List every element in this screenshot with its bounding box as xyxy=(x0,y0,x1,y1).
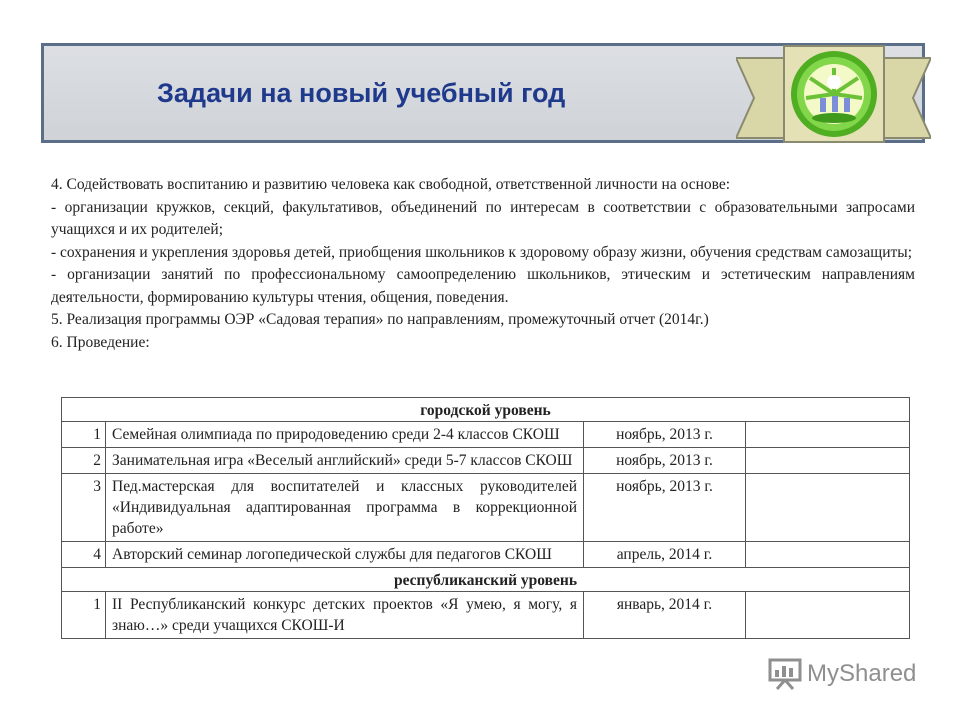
table-row xyxy=(62,448,910,474)
row-note xyxy=(746,474,910,542)
watermark-text: MyShared xyxy=(807,660,917,687)
row-number: 4 xyxy=(62,542,106,568)
row-note xyxy=(746,592,910,639)
presentation-icon xyxy=(767,658,803,690)
row-number: 2 xyxy=(62,448,106,474)
table-row xyxy=(62,542,910,568)
task-5: 5. Реализация программы ОЭР «Садовая терапия» по направлениям, промежуточный отчет (2014г.) xyxy=(51,311,709,328)
row-number: 1 xyxy=(62,592,106,639)
row-number: 1 xyxy=(62,422,106,448)
row-description: Занимательная игра «Веселый английский» среди 5-7 классов СКОШ xyxy=(106,448,584,474)
row-date: ноябрь, 2013 г. xyxy=(584,474,746,542)
row-description: II Республиканский конкурс детских проектов «Я умею, я могу, я знаю…» среди учащихся СКОШ-И xyxy=(106,592,584,639)
row-date: ноябрь, 2013 г. xyxy=(584,422,746,448)
row-date: ноябрь, 2013 г. xyxy=(584,448,746,474)
task-4-item-career: - организации занятий по профессиональному самоопределению школьников, этическим и эстетическим направлениям деятельности, формированию культуры чтения, общения, поведения. xyxy=(51,266,915,306)
row-description: Пед.мастерская для воспитателей и классных руководителей «Индивидуальная адаптированная программа в коррекционной работе» xyxy=(106,474,584,542)
table-section-republic xyxy=(62,568,910,592)
emblem-ribbon-icon xyxy=(736,38,931,148)
section-label: республиканский уровень xyxy=(62,568,910,592)
tasks-text xyxy=(51,174,915,354)
task-4-item-clubs: - организации кружков, секций, факультативов, объединений по интересам в соответствии с образовательными запросами учащихся и их родителей; xyxy=(51,198,915,238)
table-row xyxy=(62,474,910,542)
page-title: Задачи на новый учебный год xyxy=(157,78,566,108)
row-description: Семейная олимпиада по природоведению среди 2-4 классов СКОШ xyxy=(106,422,584,448)
row-number: 3 xyxy=(62,474,106,542)
row-note xyxy=(746,542,910,568)
row-note xyxy=(746,422,910,448)
table-row xyxy=(62,422,910,448)
task-6: 6. Проведение: xyxy=(51,333,150,351)
events-table xyxy=(61,397,910,639)
table-section-city xyxy=(62,398,910,422)
row-note xyxy=(746,448,910,474)
watermark xyxy=(767,656,916,692)
table-row xyxy=(62,592,910,639)
section-label: городской уровень xyxy=(62,398,910,422)
row-description: Авторский семинар логопедической службы для педагогов СКОШ xyxy=(106,542,584,568)
row-date: апрель, 2014 г. xyxy=(584,542,746,568)
task-4-heading: 4. Содействовать воспитанию и развитию человека как свободной, ответственной личности на основе: xyxy=(51,176,731,193)
task-4-item-health: - сохранения и укрепления здоровья детей, приобщения школьников к здоровому образу жизни, обучения средствам самозащиты; xyxy=(51,243,912,261)
row-date: январь, 2014 г. xyxy=(584,592,746,639)
